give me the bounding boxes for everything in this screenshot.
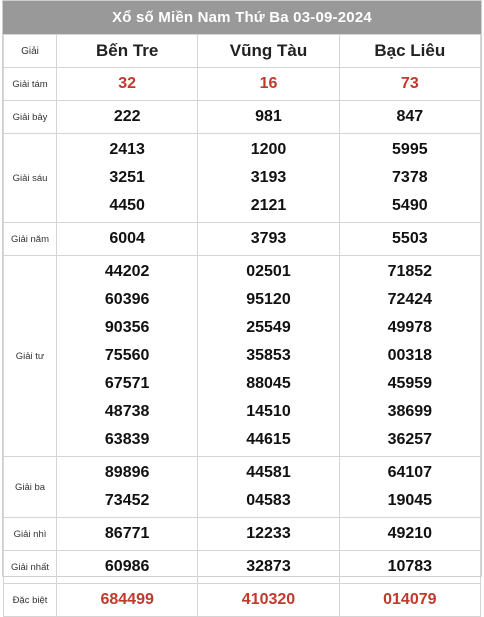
result-cell-vung-tau: [198, 68, 339, 101]
prize-column-header: Giải: [4, 35, 57, 68]
result-cell-bac-lieu: [339, 518, 480, 551]
winning-number: 86771: [104, 525, 150, 542]
winning-number: 6004: [109, 230, 145, 247]
winning-number: 014079: [383, 591, 437, 608]
result-cell-vung-tau: [198, 223, 339, 256]
winning-number: 4450: [109, 197, 145, 214]
winning-number: 12233: [246, 525, 291, 542]
winning-number: 3251: [109, 169, 145, 186]
winning-number: 847: [396, 108, 424, 125]
winning-number: 32873: [246, 558, 291, 575]
winning-number: 2413: [109, 141, 145, 158]
lottery-results-panel: [2, 0, 482, 608]
result-cell-ben-tre: [57, 584, 198, 617]
results-body: [4, 68, 481, 617]
winning-number: 684499: [100, 591, 154, 608]
winning-number: 36257: [387, 431, 433, 448]
winning-number: 90356: [104, 319, 150, 336]
winning-number: 44202: [104, 263, 150, 280]
prize-label: Giải tư: [4, 256, 57, 457]
prize-row-giai-sau: [4, 134, 481, 223]
header-row: [4, 35, 481, 68]
result-cell-ben-tre: [57, 457, 198, 518]
winning-number: 60986: [104, 558, 150, 575]
winning-number: 67571: [104, 375, 150, 392]
result-cell-vung-tau: [198, 584, 339, 617]
winning-number: 10783: [387, 558, 433, 575]
result-cell-bac-lieu: [339, 68, 480, 101]
result-cell-vung-tau: [198, 457, 339, 518]
winning-number: 45959: [387, 375, 433, 392]
result-cell-bac-lieu: [339, 134, 480, 223]
winning-number: 5995: [392, 141, 428, 158]
result-cell-bac-lieu: [339, 256, 480, 457]
result-cell-bac-lieu: [339, 584, 480, 617]
prize-row-giai-ba: [4, 457, 481, 518]
prize-label: Giải nhì: [4, 518, 57, 551]
winning-number: 25549: [246, 319, 291, 336]
winning-number: 89896: [104, 464, 150, 481]
winning-number: 63839: [104, 431, 150, 448]
province-header-vung-tau: Vũng Tàu: [198, 35, 339, 68]
winning-number: 64107: [387, 464, 433, 481]
winning-number: 2121: [250, 197, 287, 214]
result-cell-bac-lieu: [339, 101, 480, 134]
winning-number: 16: [259, 75, 278, 92]
winning-number: 32: [118, 75, 137, 92]
prize-row-giai-nam: [4, 223, 481, 256]
winning-number: 19045: [387, 492, 433, 509]
winning-number: 95120: [246, 291, 291, 308]
winning-number: 73452: [104, 492, 150, 509]
winning-number: 7378: [392, 169, 428, 186]
winning-number: 75560: [104, 347, 150, 364]
result-cell-ben-tre: [57, 101, 198, 134]
result-cell-vung-tau: [198, 101, 339, 134]
winning-number: 72424: [387, 291, 433, 308]
result-cell-vung-tau: [198, 518, 339, 551]
winning-number: 88045: [246, 375, 291, 392]
province-header-bac-lieu: Bạc Liêu: [339, 35, 480, 68]
winning-number: 49978: [387, 319, 433, 336]
winning-number: 60396: [104, 291, 150, 308]
prize-label: Giải sáu: [4, 134, 57, 223]
winning-number: 981: [255, 108, 282, 125]
winning-number: 00318: [387, 347, 433, 364]
prize-label: Giải bảy: [4, 101, 57, 134]
winning-number: 71852: [387, 263, 433, 280]
result-cell-ben-tre: [57, 518, 198, 551]
result-cell-ben-tre: [57, 223, 198, 256]
winning-number: 3193: [250, 169, 287, 186]
winning-number: 3793: [250, 230, 287, 247]
prize-row-dac-biet: [4, 584, 481, 617]
result-cell-bac-lieu: [339, 457, 480, 518]
winning-number: 73: [400, 75, 419, 92]
result-cell-vung-tau: [198, 256, 339, 457]
prize-label: Giải nhất: [4, 551, 57, 584]
result-cell-ben-tre: [57, 68, 198, 101]
prize-row-giai-nhi: [4, 518, 481, 551]
results-table: [3, 34, 481, 617]
winning-number: 02501: [246, 263, 291, 280]
province-header-ben-tre: Bến Tre: [57, 35, 198, 68]
prize-label: Giải năm: [4, 223, 57, 256]
result-cell-ben-tre: [57, 256, 198, 457]
winning-number: 5503: [392, 230, 428, 247]
winning-number: 38699: [387, 403, 433, 420]
winning-number: 48738: [104, 403, 150, 420]
winning-number: 14510: [246, 403, 291, 420]
winning-number: 44581: [246, 464, 291, 481]
winning-number: 44615: [246, 431, 291, 448]
prize-row-giai-tu: [4, 256, 481, 457]
prize-label: Giải ba: [4, 457, 57, 518]
prize-label: Đặc biệt: [4, 584, 57, 617]
winning-number: 49210: [387, 525, 433, 542]
prize-label: Giải tám: [4, 68, 57, 101]
result-cell-bac-lieu: [339, 223, 480, 256]
winning-number: 222: [113, 108, 141, 125]
prize-row-giai-bay: [4, 101, 481, 134]
prize-row-giai-tam: [4, 68, 481, 101]
winning-number: 410320: [241, 591, 296, 608]
winning-number: 04583: [246, 492, 291, 509]
result-cell-vung-tau: [198, 134, 339, 223]
results-title: Xổ số Miền Nam Thứ Ba 03-09-2024: [3, 1, 481, 34]
result-cell-ben-tre: [57, 134, 198, 223]
winning-number: 35853: [246, 347, 291, 364]
winning-number: 1200: [250, 141, 287, 158]
winning-number: 5490: [392, 197, 428, 214]
